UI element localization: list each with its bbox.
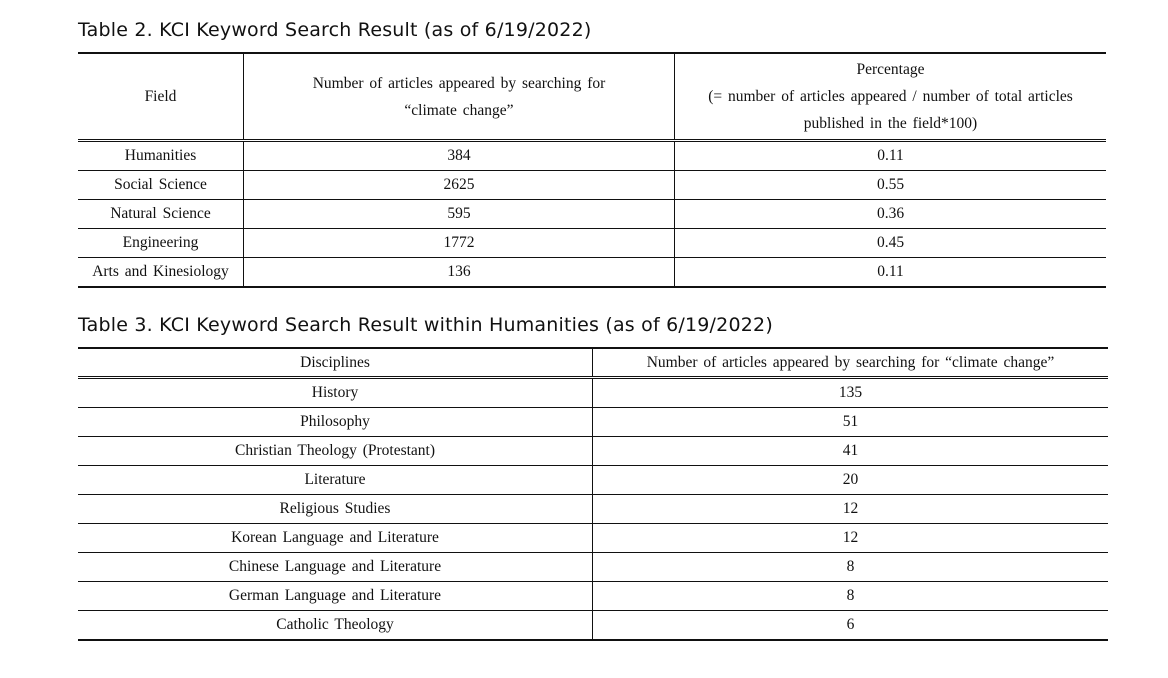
cell-article-count: 6 [846,616,855,633]
table-row [78,141,1106,171]
cell-discipline: Literature [78,466,593,495]
table-row [78,229,1106,258]
cell-article-count: 41 [593,437,1109,466]
table-row [78,437,1108,466]
table-row [78,524,1108,553]
cell-percentage: 0.36 [675,200,1107,229]
cell-discipline: Chinese Language and Literature [78,553,593,582]
cell-percentage: 0.11 [675,141,1107,171]
cell-percentage: 0.45 [675,229,1107,258]
cell-field: Social Science [78,171,244,200]
table-row [78,495,1108,524]
cell-discipline: Religious Studies [78,495,593,524]
header-field [78,53,244,141]
cell-discipline: German Language and Literature [78,582,593,611]
table-2-header-row [78,53,1106,141]
table-row [78,378,1108,408]
header-discipline-article-count: Number of articles appeared by searching for “climate change” [593,348,1109,378]
header-pct-line-3: published in the field*100) [803,115,978,132]
table-3-header-row [78,348,1108,378]
header-pct-line-2: (= number of articles appeared / number of total articles [708,88,1073,105]
table-2 [78,52,1106,288]
header-count-line-1: Number of articles appeared by searching for [312,74,606,92]
cell-field: Humanities [78,141,244,171]
cell-article-count: 8 [593,582,1109,611]
header-count-line-2: “climate change” [404,101,514,119]
cell-article-count: 2625 [244,171,675,200]
table-2-caption: Table 2. KCI Keyword Search Result (as of 6/19/2022) [78,19,592,41]
cell-field: Engineering [78,229,244,258]
cell-article-count: 12 [593,495,1109,524]
cell-article-count: 595 [244,200,675,229]
header-disciplines: Disciplines [78,348,593,378]
cell-article-count: 20 [593,466,1109,495]
table-row [78,466,1108,495]
table-row [78,611,1108,641]
table-3-caption: Table 3. KCI Keyword Search Result within Humanities (as of 6/19/2022) [78,314,773,336]
cell-article-count: 1772 [244,229,675,258]
cell-discipline: Christian Theology (Protestant) [78,437,593,466]
table-row [78,553,1108,582]
cell-article-count: 8 [593,553,1109,582]
cell-discipline: Catholic Theology [78,611,593,641]
cell-article-count: 384 [244,141,675,171]
cell-article-count: 51 [593,408,1109,437]
header-percentage [675,53,1107,141]
header-pct-line-1: Percentage [856,61,925,78]
table-3 [78,347,1108,641]
table-3-body [78,378,1108,641]
table-row [78,200,1106,229]
cell-article-count: 136 [244,258,675,288]
table-row [78,582,1108,611]
header-field-label: Field [144,88,177,105]
table-row [78,258,1106,288]
cell-discipline: Philosophy [78,408,593,437]
cell-article-count: 12 [593,524,1109,553]
cell-article-count: 135 [593,378,1109,408]
cell-field: Natural Science [78,200,244,229]
cell-field: Arts and Kinesiology [78,258,244,288]
table-row [78,171,1106,200]
header-article-count [244,53,675,141]
cell-percentage: 0.55 [675,171,1107,200]
cell-percentage: 0.11 [877,263,904,280]
cell-discipline: Korean Language and Literature [78,524,593,553]
table-row [78,408,1108,437]
table-2-body [78,141,1106,288]
cell-discipline: History [78,378,593,408]
